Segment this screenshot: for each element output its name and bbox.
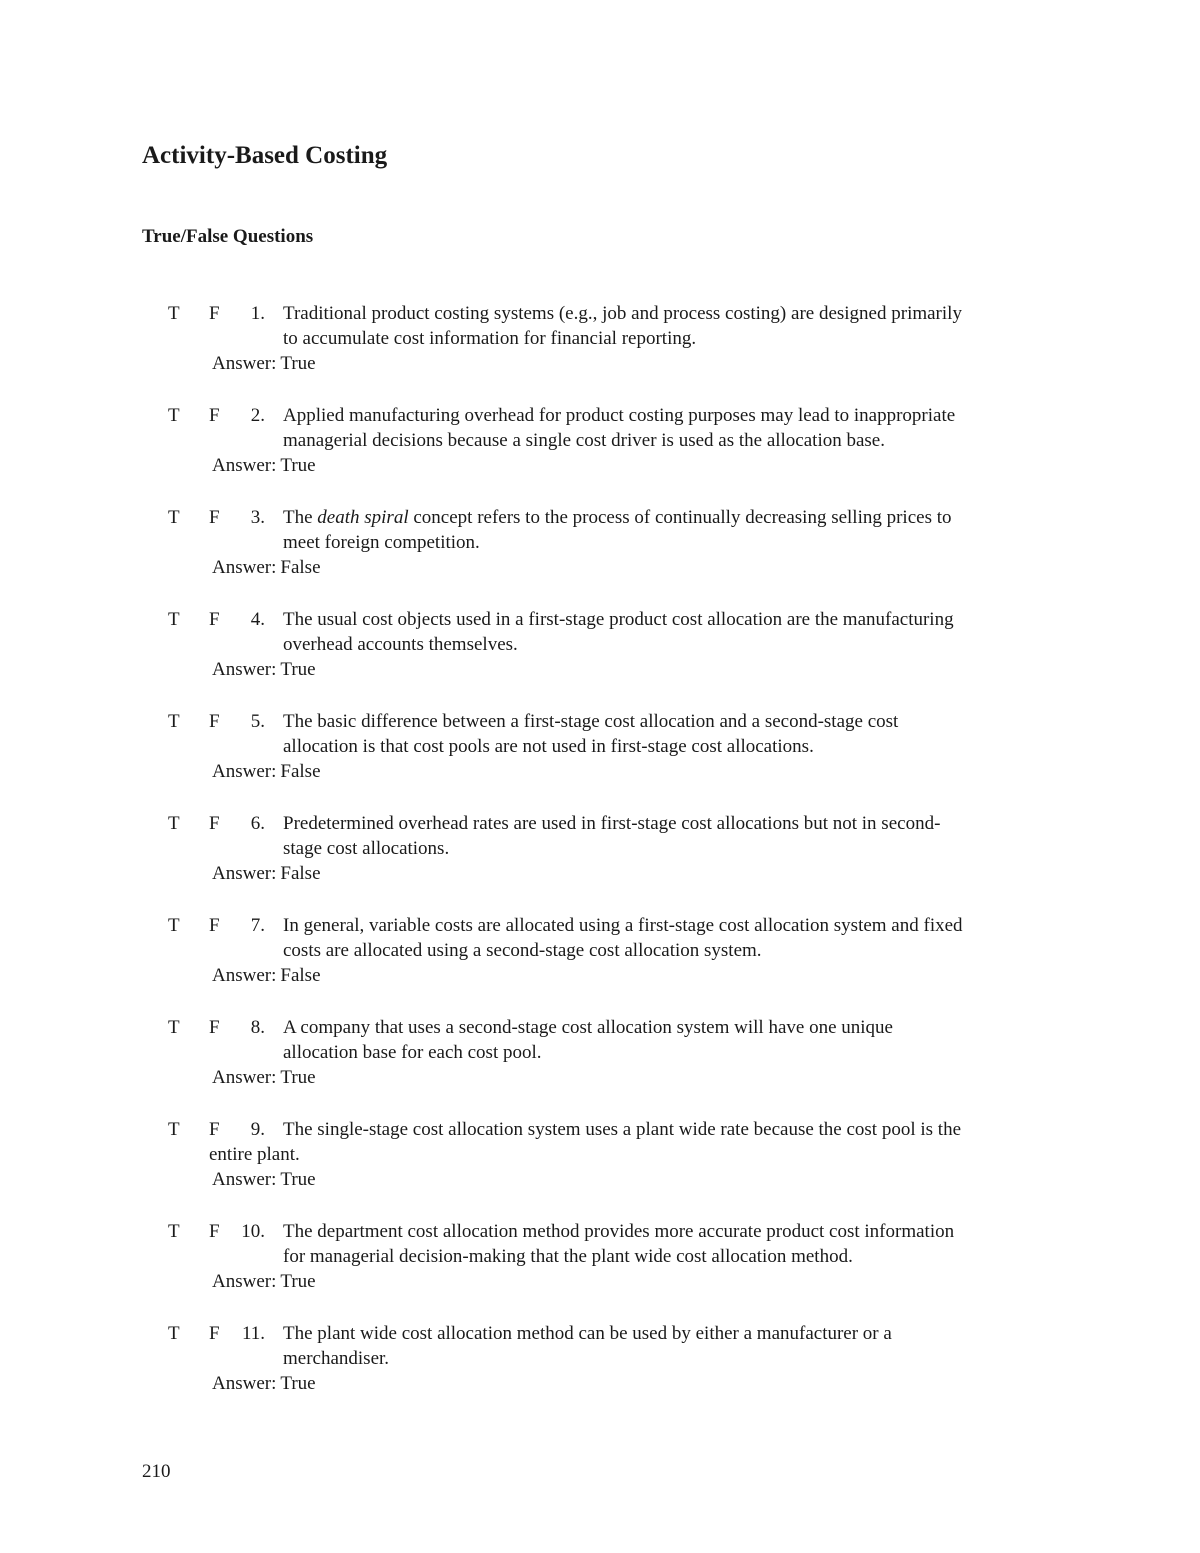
answer-line: [212, 453, 316, 478]
true-option: T: [168, 609, 180, 630]
question-text: [283, 505, 1083, 555]
answer-label: Answer:: [212, 1067, 277, 1088]
true-option: T: [168, 1323, 180, 1344]
answer-value: True: [280, 1169, 316, 1190]
answer-value: True: [280, 1271, 316, 1292]
answer-label: Answer:: [212, 863, 277, 884]
false-option: F: [209, 609, 220, 630]
question-item: [0, 709, 1200, 811]
answer-label: Answer:: [212, 1169, 277, 1190]
true-option: T: [168, 405, 180, 426]
question-text: Applied manufacturing overhead for product costing purposes may lead to inappropriate managerial decisions because a single cost driver is used as the allocation base.: [283, 405, 956, 451]
true-option: T: [168, 915, 180, 936]
false-option: F: [209, 303, 220, 324]
section-heading: True/False Questions: [142, 226, 314, 247]
false-option: F: [209, 507, 220, 528]
answer-line: [212, 555, 321, 580]
question-number: 4.: [250, 609, 265, 630]
false-option: F: [209, 1221, 220, 1242]
question-text: The department cost allocation method provides more accurate product cost information for managerial decision-making that the plant wide cost allocation method.: [283, 1221, 955, 1267]
answer-label: Answer:: [212, 353, 277, 374]
question-text: The usual cost objects used in a first-stage product cost allocation are the manufacturing overhead accounts themselves.: [283, 609, 954, 655]
question-text: In general, variable costs are allocated using a first-stage cost allocation system and fixed costs are allocated using a second-stage cost allocation system.: [283, 915, 963, 961]
emphasized-term: death spiral: [317, 507, 409, 528]
true-option: T: [168, 1017, 180, 1038]
question-text: A company that uses a second-stage cost allocation system will have one unique allocation base for each cost pool.: [283, 1017, 893, 1063]
answer-line: [212, 861, 321, 886]
document-title: Activity-Based Costing: [142, 142, 388, 169]
question-number: 11.: [241, 1323, 265, 1344]
question-number: 3.: [250, 507, 265, 528]
false-option: F: [209, 1017, 220, 1038]
true-option: T: [168, 1119, 180, 1140]
question-item: [0, 1015, 1200, 1117]
answer-value: True: [280, 1373, 316, 1394]
true-option: T: [168, 813, 180, 834]
question-text: The basic difference between a first-stage cost allocation and a second-stage cost allocation is that cost pools are not used in first-stage cost allocations.: [283, 711, 899, 757]
question-number: 10.: [241, 1221, 265, 1242]
question-item: [0, 1219, 1200, 1321]
question-text: The single-stage cost allocation system uses a plant wide rate because the cost pool is the entire plant.: [209, 1119, 961, 1165]
true-option: T: [168, 507, 180, 528]
answer-line: [212, 657, 316, 682]
question-text: The plant wide cost allocation method can be used by either a manufacturer or a merchandiser.: [283, 1323, 892, 1369]
question-item: [0, 301, 1200, 403]
answer-value: True: [280, 659, 316, 680]
answer-line: [212, 963, 321, 988]
question-text-start: The: [283, 507, 318, 528]
true-option: T: [168, 711, 180, 732]
false-option: F: [209, 1119, 220, 1140]
false-option: F: [209, 711, 220, 732]
question-item: [0, 913, 1200, 1015]
false-option: F: [209, 813, 220, 834]
answer-label: Answer:: [212, 455, 277, 476]
page-number: 210: [142, 1461, 171, 1482]
question-number: 6.: [250, 813, 265, 834]
answer-value: True: [280, 353, 316, 374]
answer-value: False: [280, 557, 321, 578]
question-number: 5.: [250, 711, 265, 732]
question-text-end: concept refers to the process of continually decreasing selling prices to meet foreign competition.: [283, 507, 952, 553]
true-option: T: [168, 303, 180, 324]
question-number: 8.: [250, 1017, 265, 1038]
question-item: [0, 1117, 1200, 1219]
question-number: 7.: [250, 915, 265, 936]
answer-line: [212, 351, 316, 376]
answer-line: [212, 759, 321, 784]
answer-label: Answer:: [212, 1373, 277, 1394]
question-item: [0, 811, 1200, 913]
answer-line: [212, 1371, 316, 1396]
answer-line: [212, 1065, 316, 1090]
answer-label: Answer:: [212, 761, 277, 782]
answer-label: Answer:: [212, 965, 277, 986]
false-option: F: [209, 1323, 220, 1344]
false-option: F: [209, 915, 220, 936]
question-text: Predetermined overhead rates are used in first-stage cost allocations but not in second- stage cost allocations.: [283, 813, 941, 859]
question-text: Traditional product costing systems (e.g., job and process costing) are designed primarily to accumulate cost information for financial reporting.: [283, 303, 962, 349]
false-option: F: [209, 405, 220, 426]
answer-line: [212, 1269, 316, 1294]
question-list: [0, 301, 1200, 1423]
answer-value: False: [280, 761, 321, 782]
answer-value: False: [280, 863, 321, 884]
question-item: [0, 1321, 1200, 1423]
answer-label: Answer:: [212, 659, 277, 680]
answer-value: True: [280, 455, 316, 476]
answer-value: True: [280, 1067, 316, 1088]
question-item: [0, 505, 1200, 607]
question-number: 2.: [250, 405, 265, 426]
question-number: 1.: [250, 303, 265, 324]
question-item: [0, 607, 1200, 709]
question-item: [0, 403, 1200, 505]
answer-line: [212, 1167, 316, 1192]
question-number: 9.: [250, 1119, 265, 1140]
answer-value: False: [280, 965, 321, 986]
true-option: T: [168, 1221, 180, 1242]
answer-label: Answer:: [212, 1271, 277, 1292]
answer-label: Answer:: [212, 557, 277, 578]
